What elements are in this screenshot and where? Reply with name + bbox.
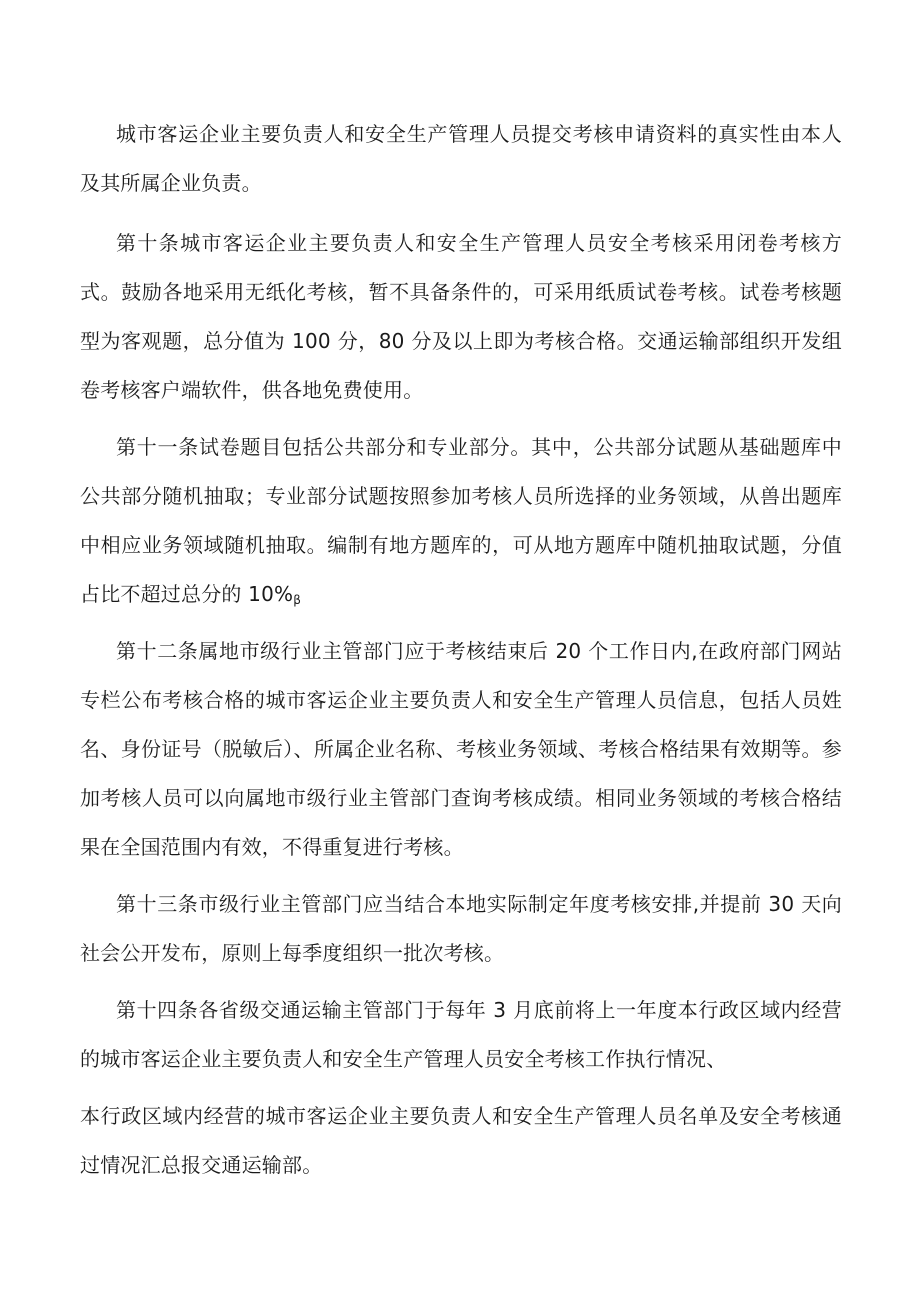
paragraph-article-13: 第十三条市级行业主管部门应当结合本地实际制定年度考核安排,并提前 30 天向社会公开发布，原则上每季度组织一批次考核。 <box>80 892 842 965</box>
article-11-suffix-mark: β <box>293 593 302 607</box>
paragraph-article-10: 第十条城市客运企业主要负责人和安全生产管理人员安全考核采用闭卷考核方式。鼓励各地采用无纸化考核，暂不具备条件的，可采用纸质试卷考核。试卷考核题型为客观题，总分值为 100 分，80 分及以上即为考核合格。交通运输部组织开发组卷考核客户端软件，供各地免费使用。 <box>80 231 842 402</box>
paragraph-responsibility: 城市客运企业主要负责人和安全生产管理人员提交考核申请资料的真实性由本人及其所属企业负责。 <box>80 122 842 195</box>
paragraph-article-12: 第十二条属地市级行业主管部门应于考核结束后 20 个工作日内,在政府部门网站专栏公布考核合格的城市客运企业主要负责人和安全生产管理人员信息，包括人员姓名、身份证号（脱敏后）、所属企业名称、考核业务领域、考核合格结果有效期等。参加考核人员可以向属地市级行业主管部门查询考核成绩。相同业务领域的考核合格结果在全国范围内有效，不得重复进行考核。 <box>80 639 842 859</box>
article-11-text: 第十一条试卷题目包括公共部分和专业部分。其中，公共部分试题从基础题库中公共部分随机抽取；专业部分试题按照参加考核人员所选择的业务领域，从兽出题库中相应业务领域随机抽取。编制有地方题库的，可从地方题库中随机抽取试题，分值占比不超过总分的 10% <box>80 435 842 606</box>
paragraph-article-11 <box>80 423 842 625</box>
paragraph-article-14-continued: 本行政区域内经营的城市客运企业主要负责人和安全生产管理人员名单及安全考核通过情况汇总报交通运输部。 <box>80 1104 842 1177</box>
paragraph-article-14: 第十四条各省级交通运输主管部门于每年 3 月底前将上一年度本行政区域内经营的城市客运企业主要负责人和安全生产管理人员安全考核工作执行情况、 <box>80 998 842 1071</box>
